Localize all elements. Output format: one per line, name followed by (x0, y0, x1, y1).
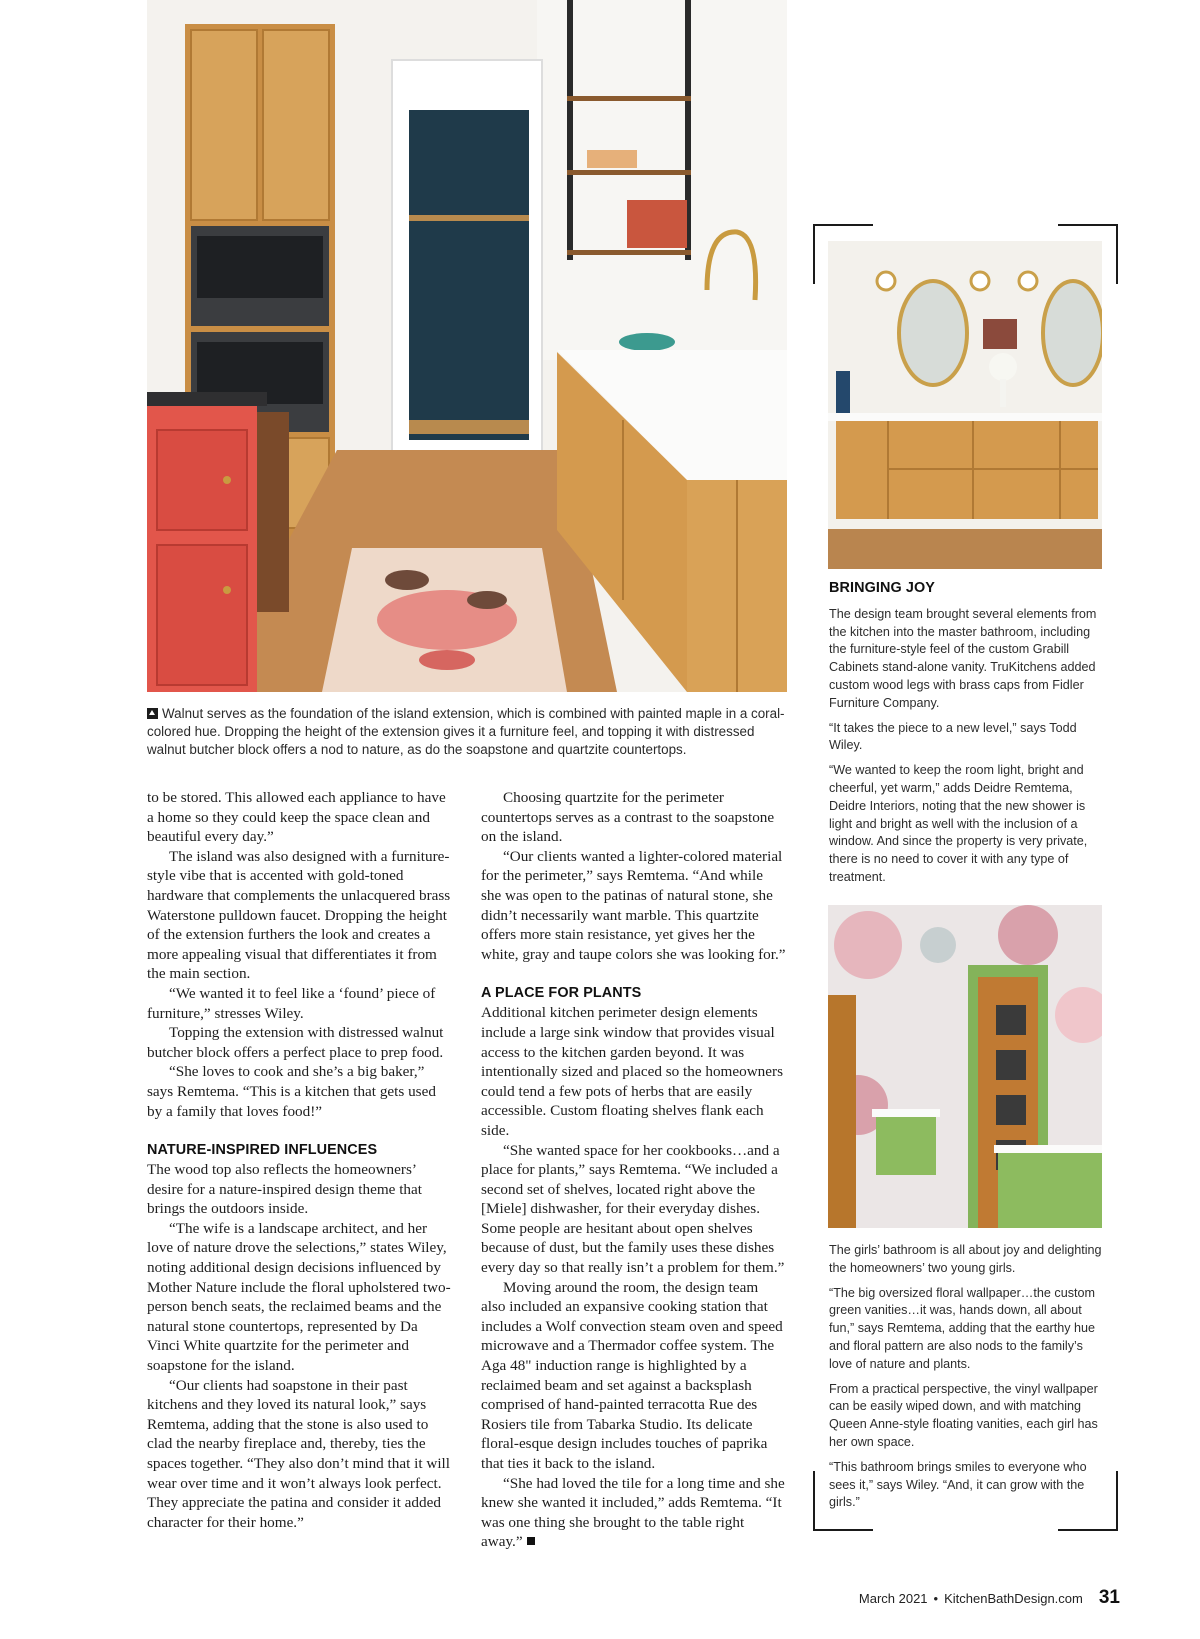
paragraph: “The big oversized floral wallpaper…the custom green vanities…it was, hands down, all about fun,” says Remtema, adding that the earthy hue and floral pattern are also nods to the family’s love of nature and plants. (829, 1285, 1096, 1371)
page-footer (859, 1587, 1120, 1609)
section-heading: A PLACE FOR PLANTS (481, 985, 642, 1002)
article-column-2 (481, 788, 786, 1552)
site-name: KitchenBathDesign.com (944, 1591, 1083, 1606)
paragraph: The design team brought several elements from the kitchen into the master bathroom, including the furniture-style feel of the custom Grabill Cabinets stand-alone vanity. TruKitchens added custom wood legs with brass caps from Fidler Furniture Company. (829, 606, 1097, 710)
article-column-1 (147, 788, 452, 1532)
paragraph-text: “She had loved the tile for a long time and she knew she wanted it included,” adds Remtema. “It was one thing she brought to the table right away.” (481, 1474, 785, 1551)
paragraph: Additional kitchen perimeter design elements include a large sink window that provides visual access to the kitchen garden beyond. It was intentionally sized and placed so the homeowners could tend a few pots of herbs that are easily accessible. Custom floating shelves flank each side. (481, 1004, 783, 1139)
arrow-up-icon (147, 708, 158, 719)
paragraph: “She wanted space for her cookbooks…and a place for plants,” says Remtema. “We included a second set of shelves, located right above the [Miele] dishwasher, for their everyday dishes. Some people are hesitant about open shelves because of dust, but the family uses these dishes every day so that really isn’t a problem for them.” (481, 1141, 785, 1277)
paragraph: “The wife is a landscape architect, and her love of nature drove the selections,” states Wiley, noting additional design decisions influenced by Mother Nature include the floral upholstered two-person bench seats, the reclaimed beams and the natural stone countertops, represented by Da Vinci White quartzite for the perimeter and soapstone for the island. (147, 1219, 451, 1375)
paragraph: The girls’ bathroom is all about joy and delighting the homeowners’ two young girls. (829, 1243, 1102, 1275)
girls-bath-photo (828, 905, 1102, 1228)
paragraph: The island was also designed with a furniture-style vibe that is accented with gold-toned hardware that complements the unlacquered brass Waterstone pulldown faucet. Dropping the height of the extension furthers the look and creates a more appealing visual that differentiates it from the main section. (147, 847, 451, 983)
hero-caption (147, 705, 792, 759)
paragraph: “She loves to cook and she’s a big baker,” says Remtema. “This is a kitchen that gets used by a family that loves food!” (147, 1063, 436, 1120)
paragraph: “Our clients had soapstone in their past kitchens and they loved its natural look,” says Remtema, adding that the stone is also used to clad the nearby fireplace and, thereby, ties the spaces together. “They also don’t mind that it will wear over time and it won’t always look perfect. They appreciate the patina and consider it added character for their home.” (147, 1376, 450, 1531)
end-of-article-mark (527, 1537, 535, 1545)
sidebar-heading: BRINGING JOY (829, 580, 935, 596)
paragraph: “We wanted it to feel like a ‘found’ piece of furniture,” stresses Wiley. (147, 984, 436, 1022)
paragraph: “It takes the piece to a new level,” says Todd Wiley. (829, 720, 1077, 753)
paragraph: The wood top also reflects the homeowners’ desire for a nature-inspired design theme that brings the outdoors inside. (147, 1161, 422, 1218)
paragraph: From a practical perspective, the vinyl wallpaper can be easily wiped down, and with matching Queen Anne-style floating vanities, each girl has her own space. (829, 1381, 1098, 1449)
sidebar-text-top (829, 580, 1107, 894)
section-heading: NATURE-INSPIRED INFLUENCES (147, 1142, 378, 1159)
paragraph: “We wanted to keep the room light, bright and cheerful, yet warm,” adds Deidre Remtema, Deidre Interiors, noting that the new shower is light and bright as well with the inclusion of a window. And since the property is very private, there is no need to cover it with any type of treatment. (829, 763, 1088, 884)
girls-bath-illustration (828, 905, 1102, 1228)
paragraph: Topping the extension with distressed walnut butcher block offers a perfect place to prep food. (147, 1024, 444, 1061)
paragraph: to be stored. This allowed each appliance to have a home so they could keep the space clean and beautiful every day.” (147, 789, 446, 846)
issue-date: March 2021 (858, 1591, 928, 1606)
footer-separator: • (933, 1591, 939, 1606)
master-bath-photo (828, 241, 1102, 569)
paragraph (481, 1474, 786, 1552)
hero-caption-text: Walnut serves as the foundation of the island extension, which is combined with painted maple in a coral-colored hue. Dropping the height of the extension gives it a furniture feel, and topping it with distressed walnut butcher block offers a nod to nature, as do the soapstone and quartzite countertops. (147, 706, 785, 757)
paragraph: Moving around the room, the design team also included an expansive cooking station that includes a Wolf convection steam oven and speed microwave and a Thermador coffee system. The Aga 48" induction range is highlighted by a reclaimed beam and set against a backsplash comprised of hand-painted terracotta Rue des Rosiers tile from Tabarka Studio. Its delicate floral-esque design includes touches of paprika that ties it back to the island. (481, 1278, 783, 1472)
paragraph: “Our clients wanted a lighter-colored material for the perimeter,” says Remtema. “And while she was open to the patinas of natural stone, she didn’t necessarily want marble. This quartzite offers more stain resistance, yet gives her the white, gray and taupe colors she was looking for.” (481, 847, 786, 963)
sidebar-text-bottom (829, 1242, 1107, 1519)
paragraph: Choosing quartzite for the perimeter countertops serves as a contrast to the soapstone on the island. (481, 789, 775, 846)
master-bath-illustration (828, 241, 1102, 569)
kitchen-illustration (147, 0, 787, 692)
kitchen-photo (147, 0, 787, 692)
paragraph: “This bathroom brings smiles to everyone who sees it,” says Wiley. “And, it can grow with the girls.” (829, 1459, 1087, 1510)
page-number: 31 (1098, 1587, 1120, 1608)
